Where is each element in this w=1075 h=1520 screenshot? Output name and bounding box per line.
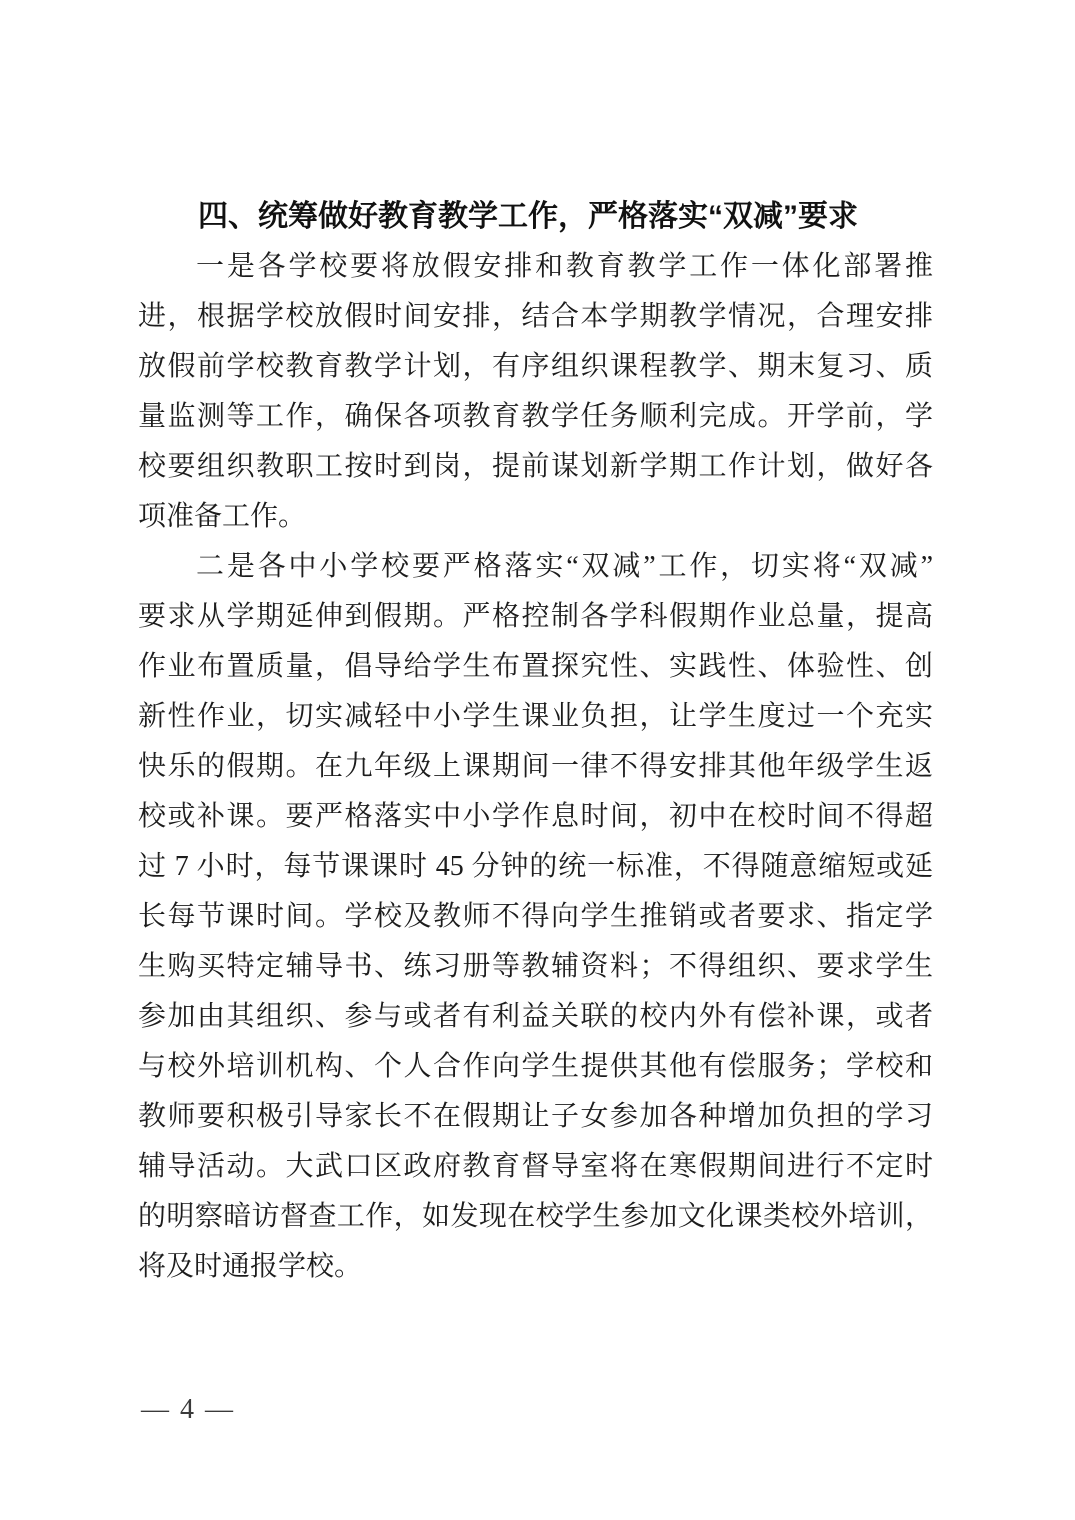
- text-line: 进，根据学校放假时间安排，结合本学期教学情况，合理安排: [138, 301, 933, 332]
- section-heading: 四、统筹做好教育教学工作，严格落实“双减”要求: [198, 200, 858, 233]
- page-number: — 4 —: [141, 1394, 235, 1425]
- text-line: 快乐的假期。在九年级上课期间一律不得安排其他年级学生返: [138, 751, 933, 782]
- text-line: 二是各中小学校要严格落实“双减”工作，切实将“双减”: [196, 551, 933, 582]
- text-line: 新性作业，切实减轻中小学生课业负担，让学生度过一个充实: [138, 701, 933, 732]
- paragraph: [138, 542, 933, 1292]
- text-line: 辅导活动。大武口区政府教育督导室将在寒假期间进行不定时: [138, 1151, 933, 1182]
- text-line: 的明察暗访督查工作，如发现在校学生参加文化课类校外培训，: [138, 1201, 933, 1232]
- text-line: 校要组织教职工按时到岗，提前谋划新学期工作计划，做好各: [138, 451, 933, 482]
- text-line: 量监测等工作，确保各项教育教学任务顺利完成。开学前，学: [138, 401, 933, 432]
- text-line: 长每节课时间。学校及教师不得向学生推销或者要求、指定学: [138, 901, 933, 932]
- text-line: 作业布置质量，倡导给学生布置探究性、实践性、体验性、创: [138, 651, 933, 682]
- text-line: 将及时通报学校。: [138, 1251, 363, 1282]
- text-line: 校或补课。要严格落实中小学作息时间，初中在校时间不得超: [138, 801, 933, 832]
- text-line: 教师要积极引导家长不在假期让子女参加各种增加负担的学习: [138, 1101, 933, 1132]
- text-line: 放假前学校教育教学计划，有序组织课程教学、期末复习、质: [138, 351, 933, 382]
- text-line: 过 7 小时，每节课课时 45 分钟的统一标准，不得随意缩短或延: [138, 851, 933, 882]
- text-line: 生购买特定辅导书、练习册等教辅资料；不得组织、要求学生: [138, 951, 933, 982]
- text-line: 与校外培训机构、个人合作向学生提供其他有偿服务；学校和: [138, 1051, 933, 1082]
- document-body: [138, 192, 933, 1292]
- text-line: 一是各学校要将放假安排和教育教学工作一体化部署推: [196, 251, 933, 282]
- paragraph: [138, 242, 933, 542]
- text-line: 要求从学期延伸到假期。严格控制各学科假期作业总量，提高: [138, 601, 933, 632]
- text-line: 项准备工作。: [138, 501, 307, 532]
- text-line: 参加由其组织、参与或者有利益关联的校内外有偿补课，或者: [138, 1001, 933, 1032]
